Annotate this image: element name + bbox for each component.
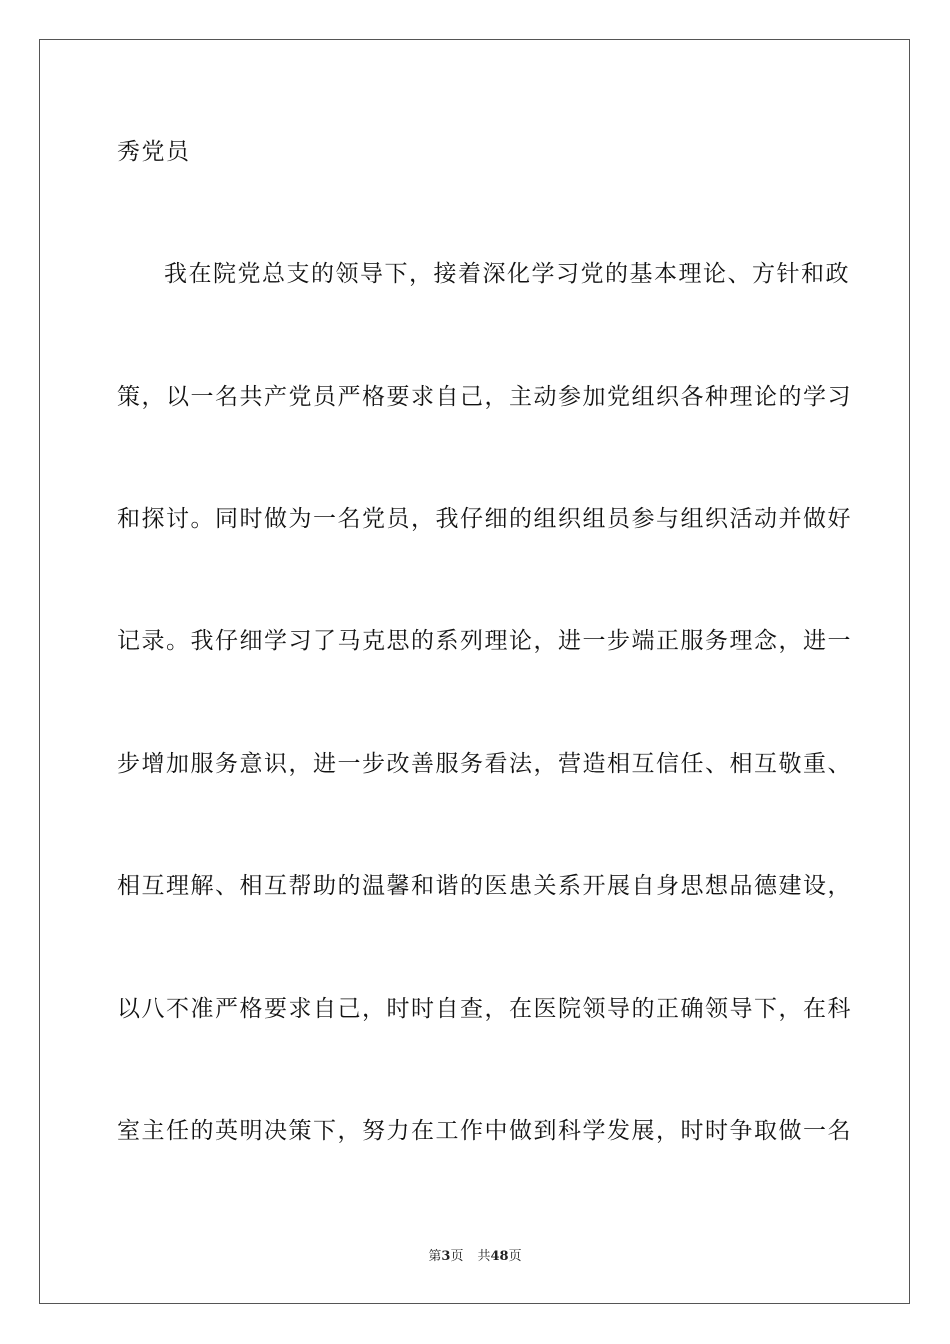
text-line-4: 和探讨。同时做为一名党员，我仔细的组织组员参与组织活动并做好 bbox=[117, 506, 852, 532]
total-suffix: 页 bbox=[508, 1249, 522, 1264]
page-prefix: 第 bbox=[428, 1249, 442, 1264]
text-line-6: 步增加服务意识，进一步改善服务看法，营造相互信任、相互敬重、 bbox=[117, 751, 852, 777]
text-line-1: 秀党员 bbox=[117, 139, 191, 165]
text-line-5: 记录。我仔细学习了马克思的系列理论，进一步端正服务理念，进一 bbox=[117, 628, 852, 654]
total-prefix: 共 bbox=[477, 1249, 491, 1264]
text-line-9: 室主任的英明决策下，努力在工作中做到科学发展，时时争取做一名 bbox=[117, 1118, 852, 1144]
page-number: 3 bbox=[441, 1249, 451, 1264]
total-pages: 48 bbox=[490, 1249, 509, 1264]
text-line-2: 我在院党总支的领导下，接着深化学习党的基本理论、方针和政 bbox=[164, 261, 850, 287]
text-line-7: 相互理解、相互帮助的温馨和谐的医患关系开展自身思想品德建设， bbox=[117, 873, 852, 899]
page-footer bbox=[0, 1248, 950, 1266]
text-line-3: 策，以一名共产党员严格要求自己，主动参加党组织各种理论的学习 bbox=[117, 384, 852, 410]
text-line-8: 以八不准严格要求自己，时时自查，在医院领导的正确领导下，在科 bbox=[117, 996, 852, 1022]
page-suffix: 页 bbox=[450, 1249, 464, 1264]
page-border bbox=[39, 39, 910, 1304]
